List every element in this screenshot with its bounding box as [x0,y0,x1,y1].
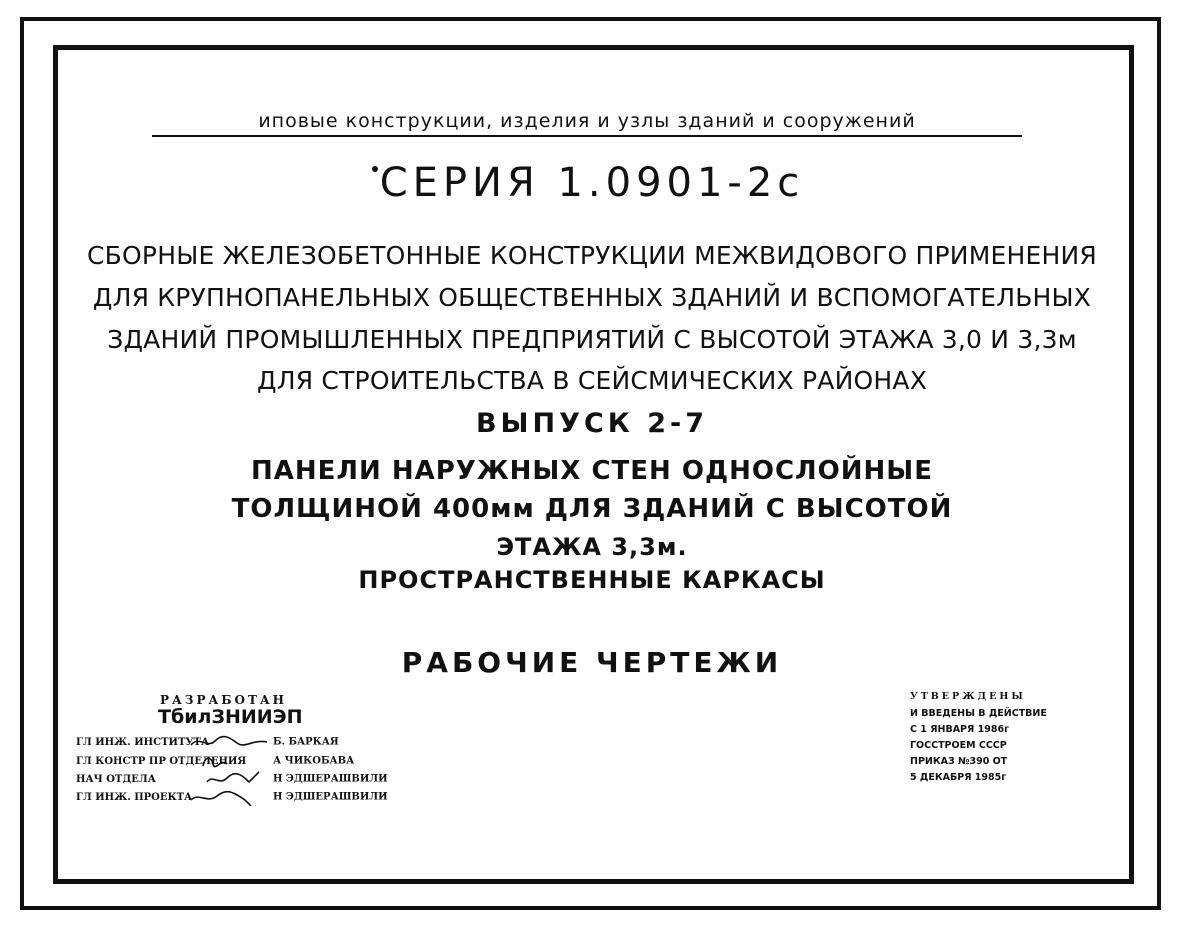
signature-role: НАЧ ОТДЕЛА [76,773,156,785]
approval-line: ГОССТРОЕМ СССР [910,740,1007,751]
handwritten-signature [189,733,269,751]
header-line: иповые конструкции, изделия и узлы зданий и сооружений [152,110,1022,137]
signature-role: ГЛ КОНСТР ПР ОТДЕЛЕНИЯ [76,755,247,767]
signature-role: ГЛ ИНЖ. ПРОЕКТА [76,791,193,803]
handwritten-signature [189,752,269,770]
signature-row [76,788,388,806]
title-line-4: ДЛЯ СТРОИТЕЛЬСТВА В СЕЙСМИЧЕСКИХ РАЙОНАХ [256,366,928,395]
work-drawings-title: РАБОЧИЕ ЧЕРТЕЖИ [401,646,783,679]
signature-name: А ЧИКОБАВА [272,755,355,767]
approval-line: С 1 ЯНВАРЯ 1986г [910,724,1010,735]
signature-row [76,770,388,788]
signature-row [76,733,339,751]
approval-line: И ВВЕДЕНЫ В ДЕЙСТВИЕ [910,708,1047,719]
title-line-2: ДЛЯ КРУПНОПАНЕЛЬНЫХ ОБЩЕСТВЕННЫХ ЗДАНИЙ И ВСПОМОГАТЕЛЬНЫХ [92,283,1092,312]
issue-number: ВЫПУСК 2-7 [475,408,709,439]
handwritten-signature [189,788,269,806]
developer-heading: РАЗРАБОТАН [160,693,287,707]
panel-line-1: ПАНЕЛИ НАРУЖНЫХ СТЕН ОДНОСЛОЙНЫЕ [251,456,933,486]
panel-line-3: ЭТАЖА 3,3м. [496,533,688,561]
approval-heading: УТВЕРЖДЕНЫ [910,691,1026,702]
signature-row [76,752,354,770]
panel-line-2: ТОЛЩИНОЙ 400мм ДЛЯ ЗДАНИЙ С ВЫСОТОЙ [231,494,953,524]
series-title: СЕРИЯ 1.0901-2с [379,160,805,206]
signature-name: Н ЭДШЕРАШВИЛИ [272,791,388,803]
signature-name: Н ЭДШЕРАШВИЛИ [272,773,388,785]
panel-line-4: ПРОСТРАНСТВЕННЫЕ КАРКАСЫ [358,566,826,594]
signature-role: ГЛ ИНЖ. ИНСТИТУТА [76,736,210,748]
signature-name: Б. БАРКАЯ [272,736,339,748]
title-line-1: СБОРНЫЕ ЖЕЛЕЗОБЕТОННЫЕ КОНСТРУКЦИИ МЕЖВИДОВОГО ПРИМЕНЕНИЯ [87,241,1097,270]
handwritten-signature [189,770,269,788]
approval-line: 5 ДЕКАБРЯ 1985г [910,772,1007,783]
title-line-3: ЗДАНИЙ ПРОМЫШЛЕННЫХ ПРЕДПРИЯТИЙ С ВЫСОТОЙ ЭТАЖА 3,0 И 3,3м [107,325,1077,354]
approval-line: ПРИКАЗ №390 ОТ [910,756,1008,767]
developer-org: ТбилЗНИИЭП [158,706,303,728]
